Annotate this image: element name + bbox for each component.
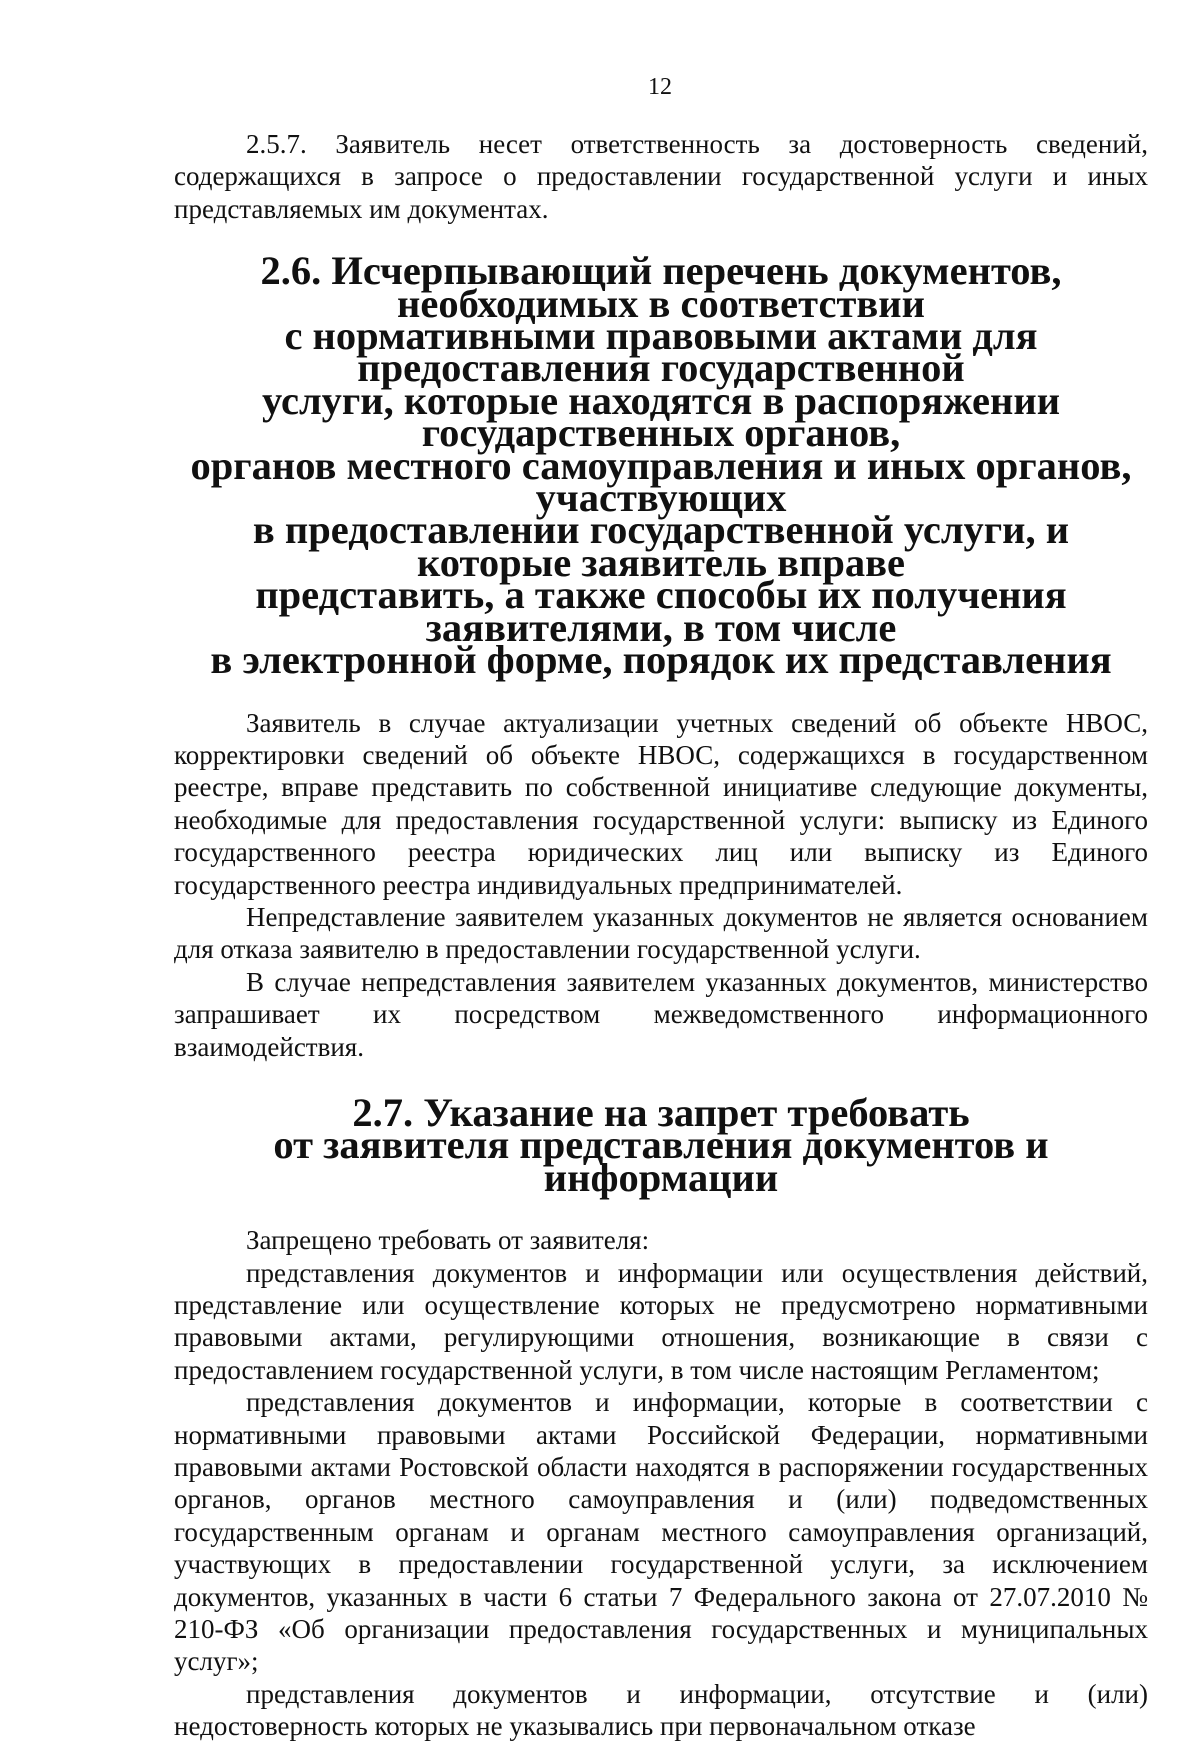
paragraph-2-7-intro: Запрещено требовать от заявителя:: [246, 1225, 650, 1256]
heading-2-7-line: от заявителя представления документов и информации: [273, 1122, 1049, 1200]
heading-2-6-line: 2.6. Исчерпывающий перечень документов, необходимых в соответствии: [260, 248, 1062, 326]
paragraph-2-7-item-2: представления документов и информации, которые в соответствии с нормативными правовыми актами Российской Федерации, нормативными правовыми актами Ростовской области находятся в распоряжении государственных органов, органов местного самоуправления и (или) подведомственных государственным органам и органам местного самоуправления организаций, участвующих в предоставлении государственной услуги, за исключением документов, указанных в части 6 статьи 7 Федерального закона от 27.07.2010 № 210-ФЗ «Об организации предоставления государственных и муниципальных услуг»;: [174, 1387, 1148, 1677]
paragraph-2-6-applicant-rights: Заявитель в случае актуализации учетных сведений об объекте НВОС, корректировки сведений об объекте НВОС, содержащихся в государственном реестре, вправе представить по собственной инициативе следующие документы, необходимые для предоставления государственной услуги: выписку из Единого государственного реестра юридических лиц или выписку из Единого государственного реестра индивидуальных предпринимателей.: [174, 707, 1148, 900]
paragraph-2-7-item-1: представления документов и информации или осуществления действий, представление или осуществление которых не предусмотрено нормативными правовыми актами, регулирующими отношения, возникающие в связи с предоставлением государственной услуги, в том числе настоящим Регламентом;: [174, 1257, 1148, 1385]
heading-2-6-line: с нормативными правовыми актами для предоставления государственной: [284, 313, 1038, 391]
paragraph-2-5-7: 2.5.7. Заявитель несет ответственность за достоверность сведений, содержащихся в запросе о предоставлении государственной услуги и иных представляемых им документах.: [174, 129, 1148, 224]
heading-2-6: [174, 248, 1148, 683]
heading-2-7: [174, 1089, 1148, 1200]
heading-2-7-line: 2.7. Указание на запрет требовать: [352, 1089, 970, 1135]
paragraph-2-6-non-submission: Непредставление заявителем указанных документов не является основанием для отказа заявителю в предоставлении государственной услуги.: [174, 901, 1148, 965]
heading-2-6-line: услуги, которые находятся в распоряжении государственных органов,: [261, 377, 1061, 456]
heading-2-6-line: представить, а также способы их получения заявителями, в том числе: [255, 572, 1067, 650]
paragraph-2-7-item-3: представления документов и информации, отсутствие и (или) недостоверность которых не указывались при первоначальном отказе: [174, 1678, 1148, 1742]
heading-2-6-line: органов местного самоуправления и иных органов, участвующих: [190, 442, 1132, 521]
heading-2-6-line: в предоставлении государственной услуги, и которые заявитель вправе: [252, 507, 1070, 585]
heading-2-6-line: в электронной форме, порядок их представления: [210, 637, 1112, 683]
page-content: [174, 128, 1148, 1743]
page-number: 12: [648, 74, 672, 100]
paragraph-2-6-interagency-request: В случае непредставления заявителем указанных документов, министерство запрашивает их посредством межведомственного информационного взаимодействия.: [174, 966, 1148, 1062]
